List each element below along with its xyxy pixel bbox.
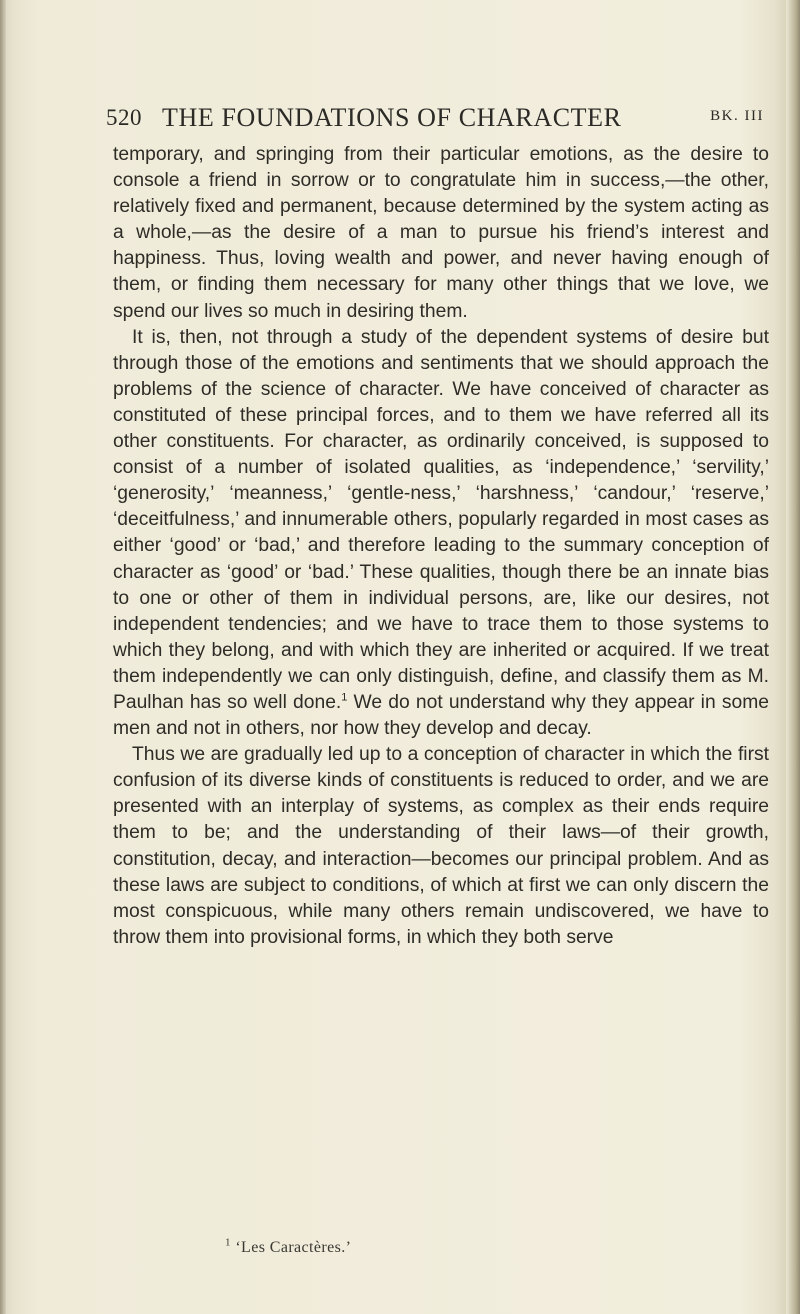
paragraph-text-end: We do not understand why they appear in some men and not in others, nor how they develop and decay. bbox=[113, 691, 769, 740]
page-edge-left bbox=[0, 0, 6, 1314]
footnote-text: ‘Les Caractères.’ bbox=[235, 1239, 352, 1256]
footnote-marker: 1 bbox=[225, 1236, 231, 1249]
footnote-reference: 1 bbox=[341, 691, 348, 704]
footnote bbox=[225, 1236, 352, 1257]
running-head bbox=[106, 103, 766, 137]
page-edge-right bbox=[786, 0, 800, 1314]
page-number: 520 bbox=[106, 105, 142, 130]
paragraph-text: It is, then, not through a study of the dependent systems of desire but through those of the emotions and sentiments that we should approach the problems of the science of character. We have conceived of character as constituted of these principal forces, and to them we have referred all its other constituents. For character, as ordinarily conceived, is supposed to consist of a number of isolated qualities, as ‘independence,’ ‘servility,’ ‘generosity,’ ‘meanness,’ ‘gentle-ness,’ ‘harshness,’ ‘candour,’ ‘reserve,’ ‘deceitfulness,’ and innumerable others, popularly regarded in most cases as either ‘good’ or ‘bad,’ and therefore leading to the summary conception of character as ‘good’ or ‘bad.’ These qualities, though there be an innate bias to one or other of them in individual persons, are, like our desires, not independent tendencies; and we have to trace them to those systems to which they belong, and with which they are inherited or acquired. If we treat them independently we can only distinguish, define, and classify them as M. Paulhan has so well done. bbox=[113, 326, 769, 713]
paragraph-interplay-of-systems: Thus we are gradually led up to a conception of character in which the first confusion of its diverse kinds of constituents is reduced to order, and we are presented with an interplay of systems, as complex as their ends require them to be; and the understanding of their laws—of their growth, constitution, decay, and interaction—becomes our principal problem. And as these laws are subject to conditions, of which at first we can only discern the most conspicuous, while many others remain undiscovered, we have to throw them into provisional forms, in which they both serve bbox=[113, 744, 769, 948]
body-text bbox=[113, 142, 769, 951]
paragraph-character-science bbox=[113, 325, 769, 743]
book-number: BK. III bbox=[710, 108, 764, 124]
paragraph-continued: temporary, and springing from their particular emotions, as the desire to console a friend in sorrow or to congratulate him in success,—the other, relatively fixed and permanent, because determined by the system acting as a whole,—as the desire of a man to pursue his friend’s interest and happiness. Thus, loving wealth and power, and never having enough of them, or finding them necessary for many other things that we love, we spend our lives so much in desiring them. bbox=[113, 144, 769, 322]
running-title: THE FOUNDATIONS OF CHARACTER bbox=[162, 103, 622, 132]
